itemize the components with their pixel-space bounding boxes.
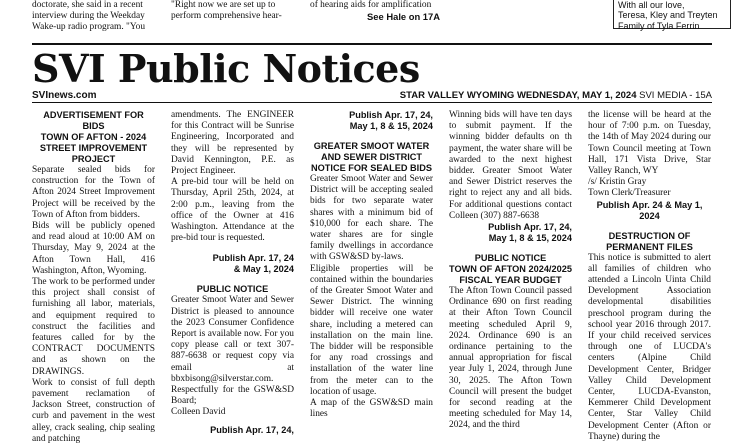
publish-dates: May 1, 8 & 15, 2024 [449,233,572,244]
article-column-2 [171,0,301,23]
notice-paragraph: A pre-bid tour will be held on Thursday, April 25th, 2024, at 2:00 p.m., leaving from the office of the Owner at 416 Washington. Attendance at the pre-bid tour is requested. [171,177,294,244]
publish-dates: Publish Apr. 17, 24 [171,253,294,264]
notice-paragraph: Eligible properties will be contained within the boundaries of the Greater Smoot Water and Sewer District. The winning bidder will receive one water share, including a metered can installation on the main line. The bidder will be responsible for any road crossings and installation of the water line from the meter can to the location of usage. [310,264,433,398]
publish-dates: & May 1, 2024 [171,264,294,275]
notice-paragraph: Greater Smoot Water and Sewer District will be accepting sealed bids for two separate water shares with a minimum bid of $10,000 for each share. The water shares are for single family dwellings in accordance with GSW&SD by-laws. [310,174,433,264]
notice-paragraph: /s/ Kristin Gray [588,177,711,188]
article-column-3 [310,0,440,23]
article-line: doctorate, she said in a recent [32,0,162,11]
article-line: "Right now we are set up to [171,0,301,11]
notice-paragraph: Town Clerk/Treasurer [588,188,711,199]
notice-paragraph: Respectfully for the GSW&SD Board; [171,385,294,407]
notice-heading: PUBLIC NOTICE TOWN OF AFTON 2024/2025 FISCAL YEAR BUDGET [449,253,572,286]
masthead-bottom-rule [32,102,712,103]
notice-paragraph: Work to consist of full depth pavement reclamation of Jackson Street, construction of curb and pavement in the west alley, crack sealing, chip sealing and patching [32,378,155,445]
see-continuation-link[interactable]: See Hale on 17A [310,11,440,22]
notice-heading: GREATER SMOOT WATER AND SEWER DISTRICT NOTICE FOR SEALED BIDS [310,141,433,174]
box-line: With all our love, [618,0,726,10]
publish-dates: Publish Apr. 17, 24, [310,110,433,121]
notice-heading: ADVERTISEMENT FOR BIDS TOWN OF AFTON - 2024 STREET IMPROVEMENT PROJECT [32,110,155,165]
article-line: Wake-up radio program. "You [32,22,162,33]
dateline-location: STAR VALLEY WYOMING [400,90,515,101]
notice-heading: DESTRUCTION OF PERMANENT FILES [588,231,711,253]
notice-paragraph: This notice is submitted to alert all families of children who attended a Lincoln Uinta Child Development Association developmental disabilities preschool program during the school year 2016 through 2017. If your child received services through one of LUCDA's centers (Alpine Child Development Center, Bridger Valley Child Development Center, LUCDA-Evanston, Kemmerer Child Development Center, Star Valley Child Development Center (Afton or Thayne) during the [588,253,711,443]
article-line: perform comprehensive hear- [171,11,301,22]
notice-paragraph: A map of the GSW&SD main lines [310,398,433,420]
publish-dates: Publish Apr. 17, 24, [449,222,572,233]
article-line: of hearing aids for amplification [310,0,440,11]
masthead-top-rule [32,43,712,45]
notice-column-3 [310,110,433,402]
publish-dates: May 1, 8 & 15, 2024 [310,121,433,132]
notice-paragraph: The Afton Town Council passed Ordinance 690 on first reading at their Afton Town Council meeting scheduled April 9, 2024. Ordinance 690 is an ordinance pertaining to the annual appropriation for fiscal year July 1, 2024, through June 30, 2025. The Afton Town Council will present the budget for second reading at the meeting scheduled for May 14, 2024, and the third [449,286,572,432]
box-line: Family of Tyla Ferrin [618,21,726,31]
notice-column-5 [588,110,711,402]
notice-paragraph: Colleen David [171,407,294,418]
notice-paragraph: Separate sealed bids for construction for the Town of Afton 2024 Street Improvement Project will be received by the Town of Afton from bidders. [32,165,155,221]
site-link[interactable]: SVInews.com [32,90,96,101]
article-line: interview during the Weekday [32,11,162,22]
notice-heading: PUBLIC NOTICE [171,284,294,295]
notice-column-2 [171,110,294,402]
previous-article-strip [0,0,735,40]
publish-dates: Publish Apr. 24 & May 1, 2024 [588,200,711,222]
notice-paragraph: The work to be performed under this project shall consist of furnishing all labor, materials, and equipment required to construct the facilities and features called for by the CONTRACT DOCUMENTS and as shown on the DRAWINGS. [32,277,155,378]
notice-paragraph: amendments. The ENGINEER for this Contract will be Sunrise Engineering, Incorporated and they will be represented by David Kennington, P.E. as Project Engineer. [171,110,294,177]
dateline [400,90,712,101]
dateline-date: WEDNESDAY, MAY 1, 2024 [517,90,637,101]
notice-column-1 [32,110,155,402]
notice-paragraph: Bids will be publicly opened and read aloud at 10:00 AM on Thursday, May 9, 2024 at the Afton Town Hall, 416 Washington, Afton, Wyoming. [32,221,155,277]
obituary-thanks-box [613,0,731,29]
notice-paragraph: Winning bids will have ten days to submit payment. If the winning bidder defaults on th payment, the water share will be awarded to the next highest bidder. Greater Smoot Water and Sewer District reserves the right to reject any and all bids. For additional questions contact Colleen (307) 887-6638 [449,110,572,222]
section-title: SVI Public Notices [32,47,420,91]
notice-paragraph: the license will be heard at the hour of 7:00 p.m. on Tuesday, the 14th of May 2024 during our Town Council meeting at Town Hall, 171 Vista Drive, Star Valley Ranch, WY [588,110,711,177]
box-line: Teresa, Kley and Treyten [618,10,726,20]
article-column-1 [32,0,162,34]
publish-dates: Publish Apr. 17, 24, [171,425,294,436]
notice-column-4 [449,110,572,402]
notice-paragraph: Greater Smoot Water and Sewer District is pleased to announce the 2023 Consumer Confidence Report is available now. For you copy please call or text 307-887-6638 or request copy via email at bbxbisong@silverstar.com. [171,295,294,385]
dateline-page: SVI MEDIA - 15A [639,90,712,101]
